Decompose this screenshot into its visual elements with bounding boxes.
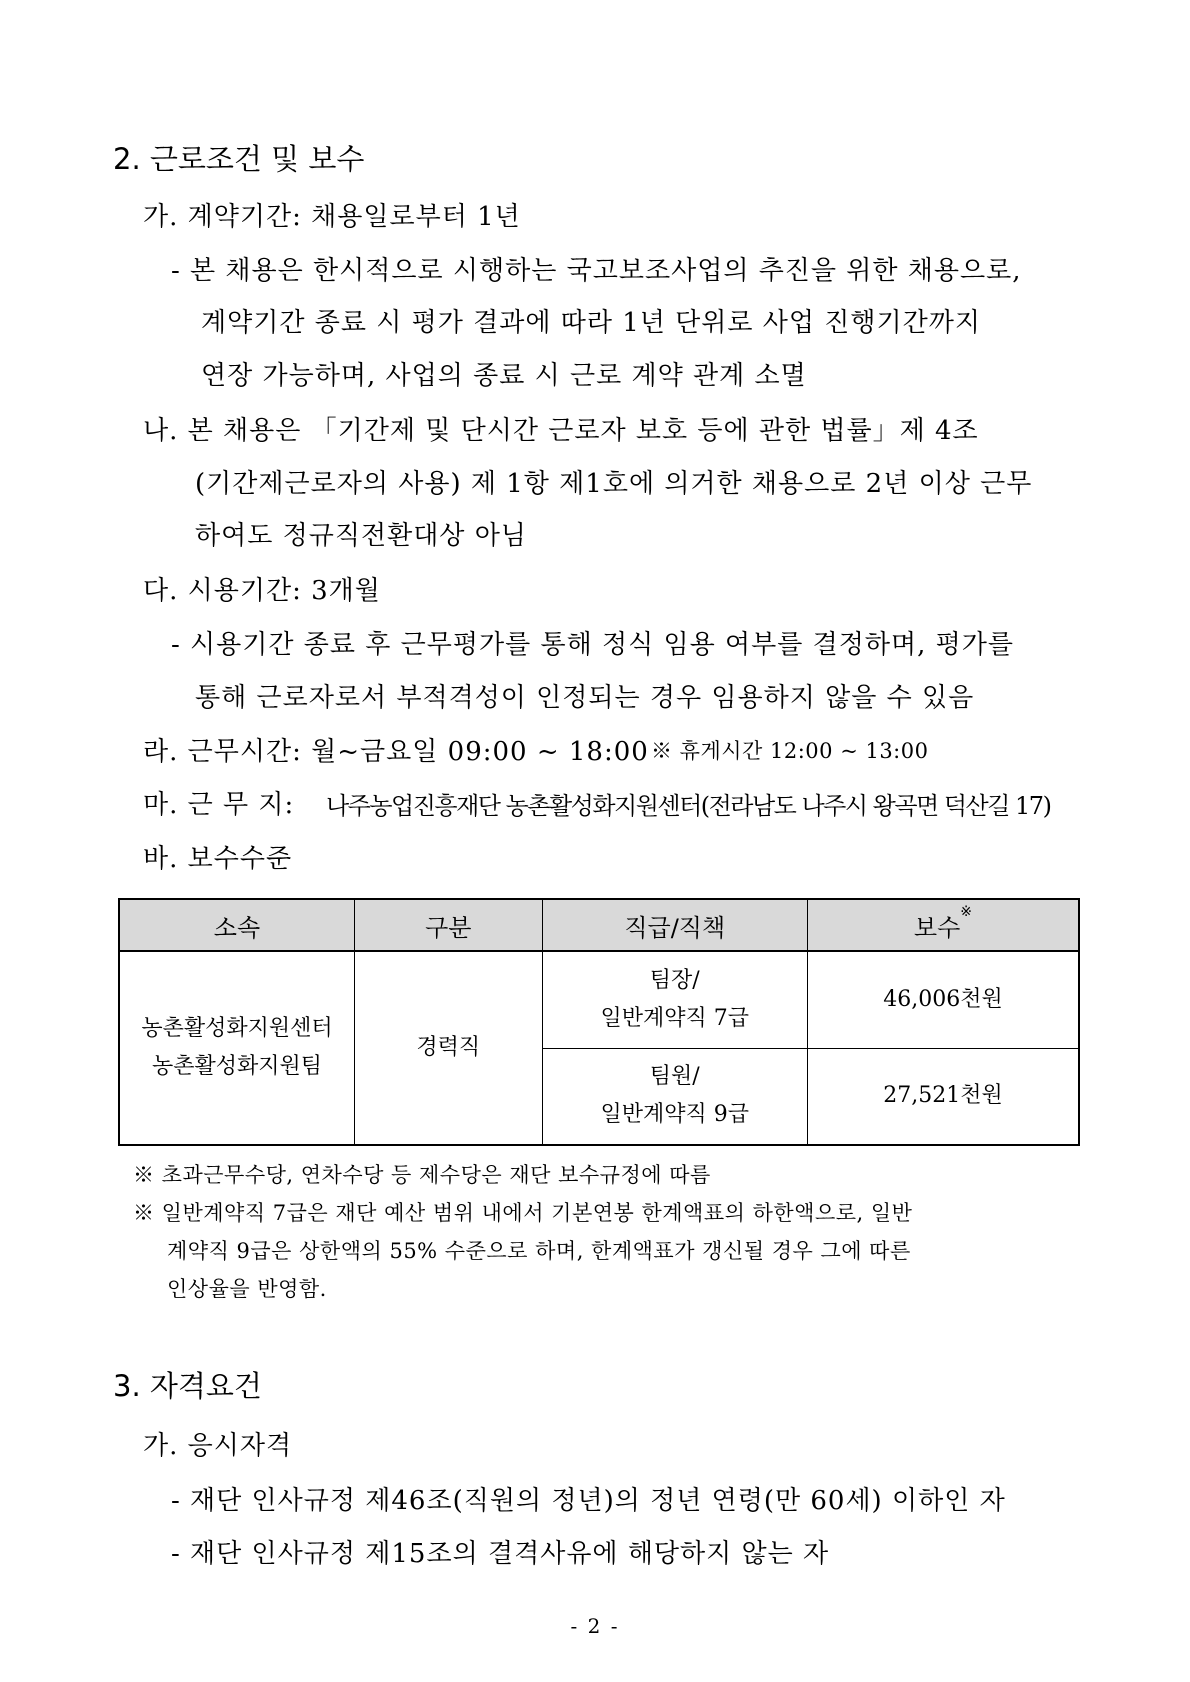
eligibility-label: 가. 응시자격 [143,1431,293,1461]
section-3-heading: 3. 자격요건 [113,1369,262,1403]
header-position: 직급/직책 [542,899,807,951]
affiliation-center: 농촌활성화지원센터 [141,1016,333,1041]
workplace-address: 나주농업진흥재단 농촌활성화지원센터(전라남도 나주시 왕곡면 덕산길 17) [326,792,1051,820]
fixed-term-law-line-1: 나. 본 채용은 「기간제 및 단시간 근로자 보호 등에 관한 법률」제 4조 [143,416,979,446]
contract-period: 가. 계약기간: 채용일로부터 1년 [143,202,521,232]
header-pay-mark: ※ [960,903,973,920]
section-2-heading: 2. 근로조건 및 보수 [113,142,365,176]
pay-cell: 27,521천원 [807,1048,1079,1145]
affiliation-cell [119,951,354,1145]
pay-table-header-row [119,899,1079,951]
position-title: 팀원/ [649,1064,700,1090]
page-number: - 2 - [570,1614,620,1638]
grade-note-line-2: 계약직 9급은 상한액의 55% 수준으로 하며, 한계액표가 갱신될 경우 그에 따른 [167,1239,911,1263]
contract-note-line-1: - 본 채용은 한시적으로 시행하는 국고보조사업의 추진을 위한 채용으로, [171,256,1022,286]
probation-note-line-1: - 시용기간 종료 후 근무평가를 통해 정식 임용 여부를 결정하며, 평가를 [171,630,1014,660]
header-affiliation: 소속 [119,899,354,951]
pay-cell: 46,006천원 [807,951,1079,1048]
grade-note-line-3: 인상율을 반영함. [167,1277,327,1301]
category-cell: 경력직 [354,951,542,1145]
affiliation-team: 농촌활성화지원팀 [151,1054,322,1079]
table-row [119,951,1079,1048]
pay-level-label: 바. 보수수준 [143,844,293,874]
fixed-term-law-line-3: 하여도 정규직전환대상 아님 [195,521,527,551]
allowance-note: ※ 초과근무수당, 연차수당 등 제수당은 재단 보수규정에 따름 [133,1163,711,1187]
probation-period: 다. 시용기간: 3개월 [143,576,381,606]
header-category: 구분 [354,899,542,951]
header-pay [807,899,1079,951]
break-time: ※ 휴게시간 12:00 ~ 13:00 [651,739,929,763]
position-cell [542,1048,807,1145]
position-title: 팀장/ [649,967,700,993]
grade-note-line-1: ※ 일반계약직 7급은 재단 예산 범위 내에서 기본연봉 한계액표의 하한액으로, 일반 [133,1201,913,1225]
pay-table [118,898,1080,1146]
position-grade: 일반계약직 7급 [600,1005,749,1031]
position-cell [542,951,807,1048]
header-pay-label: 보수 [913,913,961,942]
contract-note-line-3: 연장 가능하며, 사업의 종료 시 근로 계약 관계 소멸 [201,361,807,391]
workplace-label: 마. 근 무 지: [143,790,295,820]
contract-note-line-2: 계약기간 종료 시 평가 결과에 따라 1년 단위로 사업 진행기간까지 [201,308,981,338]
eligibility-age: - 재단 인사규정 제46조(직원의 정년)의 정년 연령(만 60세) 이하인 자 [171,1486,1006,1516]
position-grade: 일반계약직 9급 [600,1102,749,1128]
eligibility-disqualification: - 재단 인사규정 제15조의 결격사유에 해당하지 않는 자 [171,1539,830,1569]
fixed-term-law-line-2: (기간제근로자의 사용) 제 1항 제1호에 의거한 채용으로 2년 이상 근무 [195,469,1033,499]
working-hours: 라. 근무시간: 월~금요일 09:00 ~ 18:00 [143,737,649,767]
probation-note-line-2: 통해 근로자로서 부적격성이 인정되는 경우 임용하지 않을 수 있음 [195,683,975,713]
